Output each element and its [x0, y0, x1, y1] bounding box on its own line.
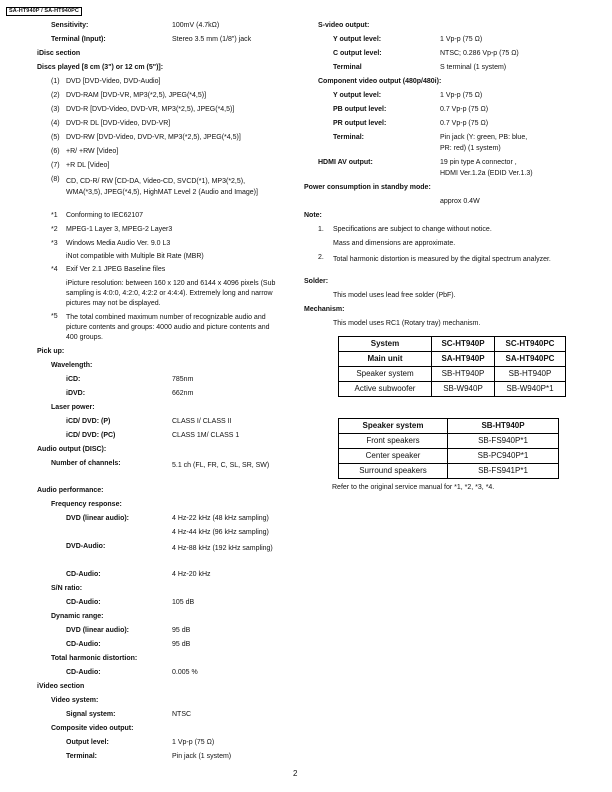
note-1b-text: Mass and dimensions are approximate. — [333, 240, 456, 247]
disc-text: DVD-RAM [DVD-VR, MP3(*2,5), JPEG(*4,5)] — [66, 92, 207, 99]
component-terminal-value-1: Pin jack (Y: green, PB: blue, — [440, 134, 528, 141]
component-y-label: Y output level: — [333, 92, 382, 99]
disc-num: (8) — [51, 176, 60, 183]
table-cell: SB-W940P*1 — [495, 382, 566, 397]
table-cell: Active subwoofer — [339, 382, 432, 397]
note-text: iNot compatible with Multiple Bit Rate (MBR) — [66, 253, 204, 260]
disc-num: (7) — [51, 162, 60, 169]
refer-text: Refer to the original service manual for *1, *2, *3, *4. — [332, 484, 495, 491]
table-cell: SB-W940P — [432, 382, 495, 397]
table-row — [339, 382, 566, 397]
table-row — [339, 352, 566, 367]
laser-p-label: iCD/ DVD: (P) — [66, 418, 111, 425]
disc-text: CD, CD-R/ RW [CD-DA, Video-CD, SVCD(*1), MP3(*2,5), WMA(*3,5), JPEG(*4,5), HighMAT Level 2 (Audio and Image)] — [66, 178, 258, 196]
thd-cd-value: 0.005 % — [172, 669, 198, 676]
idvd-label: iDVD: — [66, 390, 86, 397]
dr-cd-value: 95 dB — [172, 641, 191, 648]
table-cell: SC-HT940PC — [495, 337, 566, 352]
audio-output-title: Audio output (DISC): — [37, 446, 107, 453]
note-text: Conforming to IEC62107 — [66, 212, 144, 219]
pickup-title: Pick up: — [37, 348, 65, 355]
sensitivity-label: Sensitivity: — [51, 22, 89, 29]
laser-title: Laser power: — [51, 404, 95, 411]
note-2-text: Total harmonic distortion is measured by the digital spectrum analyzer. — [333, 256, 551, 263]
speaker-table — [338, 418, 559, 479]
video-section-title: iVideo section — [37, 683, 85, 690]
video-system-title: Video system: — [51, 697, 99, 704]
svideo-c-value: NTSC; 0.286 Vp-p (75 Ω) — [440, 50, 519, 57]
note-text: Exif Ver 2.1 JPEG Baseline files — [66, 266, 166, 273]
terminal-input-value: Stereo 3.5 mm (1/8") jack — [172, 36, 252, 43]
disc-num: (6) — [51, 148, 60, 155]
table-row — [339, 464, 559, 479]
mechanism-title: Mechanism: — [304, 306, 345, 313]
dvd-linear-value-2: 4 Hz-44 kHz (96 kHz sampling) — [172, 529, 269, 536]
discs-played-title: Discs played [8 cm (3") or 12 cm (5")]: — [37, 64, 164, 71]
svideo-c-label: C output level: — [333, 50, 382, 57]
table-cell: SB-HT940P — [495, 367, 566, 382]
note-1-num: 1. — [318, 226, 324, 233]
hdmi-value-1: 19 pin type A connector , — [440, 159, 517, 166]
icd-label: iCD: — [66, 376, 81, 383]
table-cell: Surround speakers — [339, 464, 448, 479]
dvd-linear-value-1: 4 Hz-22 kHz (48 kHz sampling) — [172, 515, 269, 522]
page-number: 2 — [293, 769, 298, 778]
header-label: SA-HT940P / SA-HT940PC — [6, 7, 82, 16]
dr-cd-label: CD-Audio: — [66, 641, 101, 648]
component-y-value: 1 Vp-p (75 Ω) — [440, 92, 483, 99]
freq-title: Frequency response: — [51, 501, 122, 508]
sn-title: S/N ratio: — [51, 585, 83, 592]
output-level-label: Output level: — [66, 739, 109, 746]
svideo-terminal-value: S terminal (1 system) — [440, 64, 507, 71]
disc-text: DVD-RW [DVD-Video, DVD-VR, MP3(*2,5), JPEG(*4,5)] — [66, 134, 241, 141]
note-num: *4 — [51, 266, 58, 273]
solder-title: Solder: — [304, 278, 329, 285]
table-row — [339, 419, 559, 434]
hdmi-label: HDMI AV output: — [318, 159, 373, 166]
pr-value: 0.7 Vp-p (75 Ω) — [440, 120, 489, 127]
note-num: *3 — [51, 240, 58, 247]
hdmi-value-2: HDMI Ver.1.2a (EDID Ver.1.3) — [440, 170, 533, 177]
sn-cd-label: CD-Audio: — [66, 599, 101, 606]
table-cell: SB-HT940P — [448, 419, 559, 434]
signal-label: Signal system: — [66, 711, 116, 718]
channels-label: Number of channels: — [51, 460, 121, 467]
note-1-text: Specifications are subject to change without notice. — [333, 226, 492, 233]
disc-text: +R DL [Video] — [66, 162, 110, 169]
svideo-title: S-video output: — [318, 22, 370, 29]
pb-label: PB output level: — [333, 106, 387, 113]
terminal-label: Terminal: — [66, 753, 97, 760]
laser-pc-label: iCD/ DVD: (PC) — [66, 432, 116, 439]
cd-audio-value: 4 Hz-20 kHz — [172, 571, 211, 578]
component-terminal-label: Terminal: — [333, 134, 364, 141]
svideo-terminal-label: Terminal — [333, 64, 362, 71]
table-row — [339, 449, 559, 464]
pb-value: 0.7 Vp-p (75 Ω) — [440, 106, 489, 113]
dr-dvd-value: 95 dB — [172, 627, 191, 634]
dvd-linear-label: DVD (linear audio): — [66, 515, 130, 522]
table-cell: SB-FS940P*1 — [448, 434, 559, 449]
table-cell: SB-HT940P — [432, 367, 495, 382]
table-cell: Front speakers — [339, 434, 448, 449]
table-cell: Main unit — [339, 352, 432, 367]
disc-text: DVD-R DL [DVD-Video, DVD-VR] — [66, 120, 171, 127]
idvd-value: 662nm — [172, 390, 194, 397]
dr-dvd-label: DVD (linear audio): — [66, 627, 130, 634]
note-text: MPEG-1 Layer 3, MPEG-2 Layer3 — [66, 226, 173, 233]
svideo-y-value: 1 Vp-p (75 Ω) — [440, 36, 483, 43]
disc-section-title: iDisc section — [37, 50, 81, 57]
laser-p-value: CLASS I/ CLASS II — [172, 418, 232, 425]
note-num: *1 — [51, 212, 58, 219]
note-num: *2 — [51, 226, 58, 233]
thd-cd-label: CD-Audio: — [66, 669, 101, 676]
svideo-y-label: Y output level: — [333, 36, 382, 43]
terminal-input-label: Terminal (Input): — [51, 36, 106, 43]
disc-num: (5) — [51, 134, 60, 141]
table-cell: SA-HT940PC — [495, 352, 566, 367]
thd-title: Total harmonic distortion: — [51, 655, 138, 662]
disc-text: +R/ +RW [Video] — [66, 148, 119, 155]
table-cell: Center speaker — [339, 449, 448, 464]
dvd-audio-label: DVD-Audio: — [66, 543, 106, 550]
table-cell: SB-FS941P*1 — [448, 464, 559, 479]
table-cell: Speaker system — [339, 367, 432, 382]
note-title: Note: — [304, 212, 322, 219]
note-num: *5 — [51, 313, 58, 320]
disc-text: DVD [DVD-Video, DVD-Audio] — [66, 78, 161, 85]
disc-num: (1) — [51, 78, 60, 85]
dr-title: Dynamic range: — [51, 613, 104, 620]
disc-num: (4) — [51, 120, 60, 127]
component-title: Component video output (480p/480i): — [318, 78, 442, 85]
audio-perf-title: Audio performance: — [37, 487, 104, 494]
note-text: iPicture resolution: between 160 x 120 and 6144 x 4096 pixels (Sub sampling is 4:0:0, 4:2:0, 4:2:2 or 4:4:4). Extremely long and narrow pictures may not be displayed. — [66, 280, 276, 307]
icd-value: 785nm — [172, 376, 194, 383]
disc-text: DVD-R [DVD-Video, DVD-VR, MP3(*2,5), JPEG(*4,5)] — [66, 106, 235, 113]
pr-label: PR output level: — [333, 120, 387, 127]
dvd-audio-value: 4 Hz-88 kHz (192 kHz sampling) — [172, 545, 273, 552]
signal-value: NTSC — [172, 711, 192, 718]
table-cell: SA-HT940P — [432, 352, 495, 367]
table-row — [339, 337, 566, 352]
channels-value: 5.1 ch (FL, FR, C, SL, SR, SW) — [172, 462, 270, 469]
cd-audio-label: CD-Audio: — [66, 571, 101, 578]
note-text: The total combined maximum number of recognizable audio and picture contents and groups: 4000 audio and picture contents and 400 groups. — [66, 314, 270, 341]
sensitivity-value: 100mV (4.7kΩ) — [172, 22, 220, 29]
output-level-value: 1 Vp-p (75 Ω) — [172, 739, 215, 746]
table-row — [339, 367, 566, 382]
component-terminal-value-2: PR: red) (1 system) — [440, 145, 501, 152]
table-cell: SC-HT940P — [432, 337, 495, 352]
terminal-value: Pin jack (1 system) — [172, 753, 232, 760]
laser-pc-value: CLASS 1M/ CLASS 1 — [172, 432, 240, 439]
note-text: Windows Media Audio Ver. 9.0 L3 — [66, 240, 171, 247]
table-cell: SB-PC940P*1 — [448, 449, 559, 464]
power-value: approx 0.4W — [440, 198, 480, 205]
note-2-num: 2. — [318, 254, 324, 261]
disc-num: (3) — [51, 106, 60, 113]
table-cell: Speaker system — [339, 419, 448, 434]
wavelength-title: Wavelength: — [51, 362, 93, 369]
solder-text: This model uses lead free solder (PbF). — [333, 292, 456, 299]
table-row — [339, 434, 559, 449]
sn-cd-value: 105 dB — [172, 599, 195, 606]
power-title: Power consumption in standby mode: — [304, 184, 431, 191]
mechanism-text: This model uses RC1 (Rotary tray) mechanism. — [333, 320, 481, 327]
system-table — [338, 336, 566, 397]
composite-title: Composite video output: — [51, 725, 134, 732]
disc-num: (2) — [51, 92, 60, 99]
table-cell: System — [339, 337, 432, 352]
